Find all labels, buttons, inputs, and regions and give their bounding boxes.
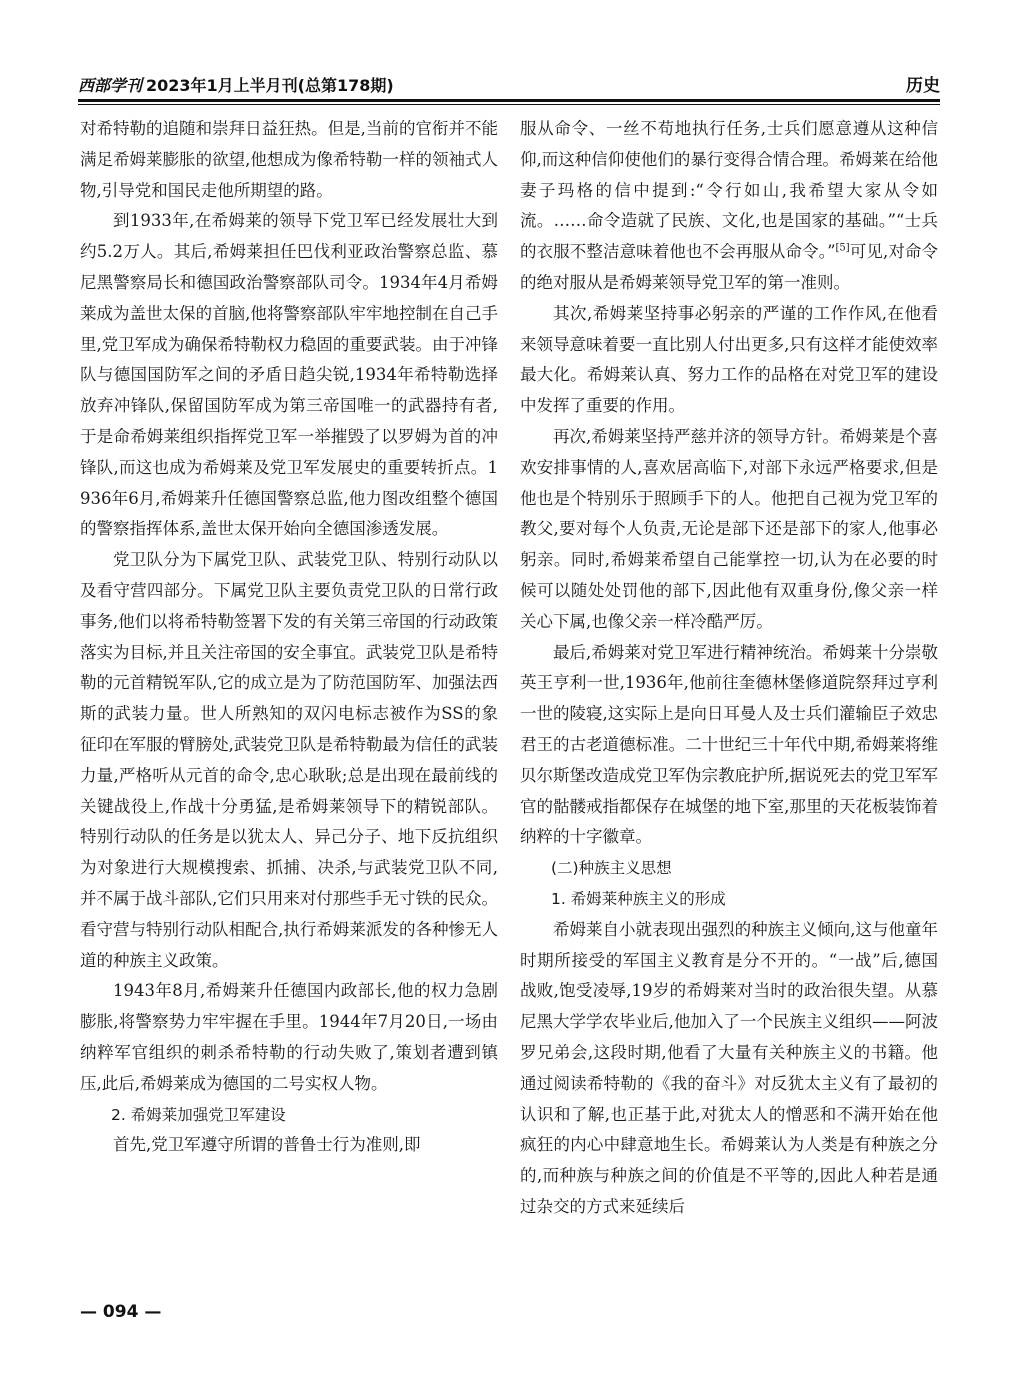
paragraph: 1943年8月,希姆莱升任德国内政部长,他的权力急剧膨胀,将警察势力牢牢握在手里。1944年7月20日,一场由纳粹军官组织的刺杀希特勒的行动失败了,策划者遭到镇压,此后,希姆莱成为德国的二号实权人物。 — [80, 981, 498, 1093]
paragraph: 再次,希姆莱坚持严慈并济的领导方针。希姆莱是个喜欢安排事情的人,喜欢居高临下,对部下永远严格要求,但是他也是个特别乐于照顾手下的人。他把自己视为党卫军的教父,要对每个人负责,无论是部下还是部下的家人,他事必躬亲。同时,希姆莱希望自己能掌控一切,认为在必要的时候可以随处处罚他的部下,因此他有双重身份,像父亲一样关心下属,也像父亲一样冷酷严厉。 — [520, 426, 938, 631]
paragraph: 到1933年,在希姆莱的领导下党卫军已经发展壮大到约5.2万人。其后,希姆莱担任巴伐利亚政治警察总监、慕尼黑警察局长和德国政治警察部队司令。1934年4月希姆莱成为盖世太保的首脑,他将警察部队牢牢地控制在自己手里,党卫军成为确保希特勒权力稳固的重要武装。由于冲锋队与德国国防军之间的矛盾日趋尖锐,1934年希特勒选择放弃冲锋队,保留国防军成为第三帝国唯一的武器持有者,于是命希姆莱组织指挥党卫军一举摧毁了以罗姆为首的冲锋队,而这也成为希姆莱及党卫军发展史的重要转折点。1936年6月,希姆莱升任德国警察总监,他力图改组整个德国的警察指挥体系,盖世太保开始向全德国渗透发展。 — [80, 211, 498, 539]
journal-issue-line — [78, 73, 394, 96]
right-column — [520, 114, 938, 1223]
paragraph — [520, 114, 938, 299]
section-heading: (二)种族主义思想 — [551, 859, 672, 878]
page-number: — 094 — — [80, 1302, 162, 1322]
paragraph: 对希特勒的追随和崇拜日益狂热。但是,当前的官衔并不能满足希姆莱膨胀的欲望,他想成为像希特勒一样的领袖式人物,引导党和国民走他所期望的路。 — [80, 119, 498, 200]
paragraph: 其次,希姆莱坚持事必躬亲的严谨的工作作风,在他看来领导意味着要一直比别人付出更多,只有这样才能使效率最大化。希姆莱认真、努力工作的品格在对党卫军的建设中发挥了重要的作用。 — [520, 303, 938, 416]
running-header — [78, 70, 940, 96]
left-column — [80, 114, 498, 1161]
header-rule-thick — [78, 99, 940, 102]
paragraph: 希姆莱自小就表现出强烈的种族主义倾向,这与他童年时期所接受的军国主义教育是分不开的。“一战”后,德国战败,饱受凌辱,19岁的希姆莱对当时的政治很失望。从慕尼黑大学学农毕业后,他加入了一个民族主义组织——阿波罗兄弟会,这段时期,他看了大量有关种族主义的书籍。他通过阅读希特勒的《我的奋斗》对反犹太主义有了最初的认识和了解,也正基于此,对犹太人的憎恶和不满开始在他疯狂的内心中肆意地生长。希姆莱认为人类是有种族之分的,而种族与种族之间的价值是不平等的,因此人种若是通过杂交的方式来延续后 — [520, 919, 938, 1216]
header-rule-thin — [78, 104, 940, 105]
issue-info: 2023年1月上半月刊(总第178期) — [146, 76, 394, 95]
citation-marker: [5] — [835, 242, 850, 254]
subsection-heading: 2. 希姆莱加强党卫军建设 — [111, 1105, 286, 1124]
paragraph: 最后,希姆莱对党卫军进行精神统治。希姆莱十分崇敬英王亨利一世,1936年,他前往奎德林堡修道院祭拜过亨利一世的陵寝,这实际上是向日耳曼人及士兵们灌输臣子效忠君王的古老道德标准。二十世纪三十年代中期,希姆莱将维贝尔斯堡改造成党卫军伪宗教庇护所,据说死去的党卫军军官的骷髅戒指都保存在城堡的地下室,那里的天花板装饰着纳粹的十字徽章。 — [520, 642, 938, 847]
paragraph: 党卫队分为下属党卫队、武装党卫队、特别行动队以及看守营四部分。下属党卫队主要负责党卫队的日常行政事务,他们以将希特勒签署下发的有关第三帝国的行动政策落实为目标,并且关注帝国的安全事宜。武装党卫队是希特勒的元首精锐军队,它的成立是为了防范国防军、加强法西斯的武装力量。世人所熟知的双闪电标志被作为SS的象征印在军服的臂膀处,武装党卫队是希特勒最为信任的武装力量,严格听从元首的命令,忠心耿耿;总是出现在最前线的关键战役上,作战十分勇猛,是希姆莱领导下的精锐部队。特别行动队的任务是以犹太人、异己分子、地下反抗组织为对象进行大规模搜索、抓捕、决杀,与武装党卫队不同,并不属于战斗部队,它们只用来对付那些手无寸铁的民众。看守营与特别行动队相配合,执行希姆莱派发的各种惨无人道的种族主义政策。 — [80, 550, 498, 970]
journal-logo: 西部学刊 — [78, 76, 143, 95]
section-label: 历史 — [906, 76, 940, 96]
paragraph-text: 服从命令、一丝不苟地执行任务,士兵们愿意遵从这种信仰,而这种信仰使他们的暴行变得合情合理。希姆莱在给他妻子玛格的信中提到:“令行如山,我希望大家从令如流。……命令造就了民族、文化,也是国家的基础。”“士兵的衣服不整洁意味着他也不会再服从命令。” — [520, 119, 938, 262]
paragraph-text: 可见,对命令的绝对服从是希姆莱领导党卫军的第一准则。 — [520, 242, 939, 292]
subsection-heading: 1. 希姆莱种族主义的形成 — [551, 889, 726, 908]
paragraph: 首先,党卫军遵守所谓的普鲁士行为准则,即 — [113, 1135, 421, 1155]
